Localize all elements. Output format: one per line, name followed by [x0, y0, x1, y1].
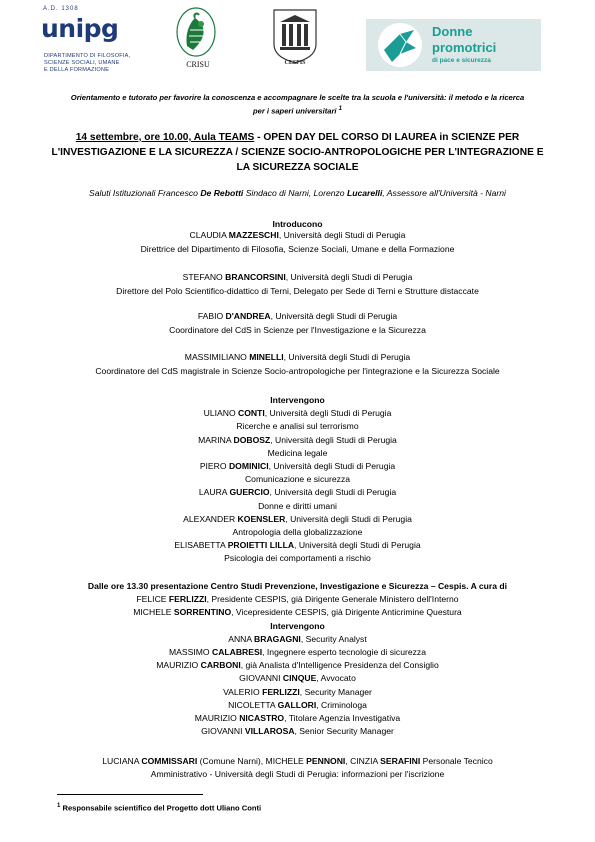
project-intro [0, 93, 595, 117]
speaker-first-name: PIERO [199, 461, 229, 472]
intro-line-text: per i saperi universitari [252, 106, 337, 116]
person-first-name: CLAUDIA [189, 230, 229, 240]
cespis-speaker [0, 712, 595, 725]
curator-affiliation: , Vicepresidente CESPIS, già Dirigente Anticrimine Questura [231, 607, 462, 618]
greeting-text: Sindaco di Narni, Lorenzo [243, 188, 347, 198]
greeting-text: , Assessore all'Università - Narni [382, 188, 506, 198]
speaker-affiliation: , Università degli Studi di Perugia [264, 408, 392, 419]
cespis-logo-text: CESPIS [284, 60, 306, 66]
curator-last-name: FERLIZZI [168, 594, 207, 605]
curator-last-name: SORRENTINO [173, 607, 232, 618]
person-affiliation: , Università degli Studi di Perugia [278, 230, 406, 240]
person-role: Direttrice del Dipartimento di Filosofia, Scienze Sociali, Umane e della Formazione [140, 243, 455, 254]
speaker-topic: Ricerche e analisi sul terrorismo [236, 421, 359, 432]
section-title-intervengono: Intervengono [270, 620, 325, 631]
contact-text: (Comune Narni), MICHELE [197, 756, 307, 766]
contact-text: , CINZIA [345, 756, 381, 766]
speaker-affiliation: , Criminologa [316, 699, 367, 710]
institutional-greeting [0, 188, 595, 198]
speaker-last-name: CONTI [238, 408, 265, 419]
footnote-text: Responsabile scientifico del Progetto dott Uliano Conti [60, 803, 262, 813]
intro-line: Orientamento e tutorato per favorire la conoscenza e accompagnare le scelte tra la scuola e l'università: il metodo e la ricerca [70, 93, 525, 102]
speaker-first-name: ALEXANDER [183, 513, 238, 524]
contact-last-name: PENNONI [306, 756, 346, 766]
speaker-topic: Psicologia dei comportamenti a rischio [224, 553, 371, 564]
greeting-name: Lucarelli [346, 188, 383, 198]
cespis-speaker [0, 699, 595, 712]
person-name-line [0, 272, 595, 283]
event-title: - OPEN DAY DEL CORSO DI LAUREA in SCIENZE PER [254, 132, 520, 143]
speaker-first-name: ANNA [228, 633, 255, 644]
speaker-first-name: ELISABETTA [174, 540, 228, 551]
speaker-last-name: NICASTRO [239, 713, 285, 724]
contact-last-name: SERAFINI [380, 756, 421, 766]
speaker-last-name: KOENSLER [237, 513, 286, 524]
speaker-affiliation: , Security Analyst [300, 633, 367, 644]
speaker-affiliation: , Università degli Studi di Perugia [270, 434, 397, 445]
event-date: 14 settembre, ore 10.00, Aula TEAMS [75, 132, 255, 143]
footnote-divider [57, 794, 203, 795]
person-entry [0, 230, 595, 254]
person-entry [0, 352, 595, 376]
speaker-name-line [0, 486, 595, 499]
person-role: Coordinatore del CdS in Scienze per l'Investigazione e la Sicurezza [169, 324, 426, 335]
cespis-speaker [0, 672, 595, 685]
cespis-section [0, 580, 595, 738]
cespis-speaker [0, 633, 595, 646]
person-entry [0, 272, 595, 296]
unipg-department [44, 53, 130, 74]
speaker-topic: Medicina legale [267, 447, 328, 458]
speaker-name-line [0, 460, 595, 473]
person-role: Coordinatore del CdS magistrale in Scienze Socio-antropologiche per l'integrazione e la Sicurezza Sociale [95, 365, 500, 376]
speaker-last-name: GALLORI [277, 699, 317, 710]
footnote-mark: 1 [57, 803, 61, 809]
cespis-speaker [0, 725, 595, 738]
person-first-name: STEFANO [182, 272, 226, 282]
cespis-speaker [0, 646, 595, 659]
intro-line [0, 104, 595, 117]
speaker-first-name: VALERIO [223, 686, 263, 697]
speaker-affiliation: , Security Manager [299, 686, 372, 697]
person-role: Direttore del Polo Scientifico-didattico di Terni, Delegato per Sede di Terni e Strutture distaccate [116, 285, 479, 296]
person-last-name: MINELLI [249, 352, 284, 362]
person-name-line [0, 311, 595, 322]
speaker-name-line [0, 513, 595, 526]
speaker-topic: Donne e diritti umani [258, 500, 337, 511]
contact-text: Personale Tecnico [420, 756, 493, 766]
curator-affiliation: , Presidente CESPIS, già Dirigente Generale Ministero dell'Interno [206, 594, 459, 605]
section-title-intervengono: Intervengono [270, 395, 325, 405]
person-last-name: BRANCORSINI [225, 272, 286, 282]
speaker-topic: Comunicazione e sicurezza [244, 474, 351, 485]
speaker-last-name: CINQUE [282, 673, 317, 684]
curator-line [0, 606, 595, 619]
speaker-affiliation: , Università degli Studi di Perugia [294, 540, 421, 551]
speaker-affiliation: , Ingegnere esperto tecnologie di sicurezza [262, 647, 426, 658]
speaker-first-name: MAURIZIO [156, 660, 201, 671]
person-name-line [0, 230, 595, 241]
curator-first-name: FELICE [136, 594, 169, 605]
person-entry [0, 311, 595, 335]
speaker-last-name: DOBOSZ [233, 434, 271, 445]
person-last-name: MAZZESCHI [228, 230, 279, 240]
speaker-first-name: GIOVANNI [239, 673, 283, 684]
speaker-affiliation: , Senior Security Manager [294, 726, 394, 737]
speaker-first-name: LAURA [198, 487, 230, 498]
cespis-emblem-icon [270, 6, 320, 66]
speaker-first-name: MARINA [198, 434, 234, 445]
section-title-introducono: Introducono [272, 219, 323, 229]
unipg-dept-line: E DELLA FORMAZIONE [44, 67, 110, 73]
speaker-affiliation: , Avvocato [316, 673, 356, 684]
crisu-emblem-icon [175, 6, 217, 58]
speaker-last-name: FERLIZZI [262, 686, 300, 697]
cespis-speaker [0, 659, 595, 672]
speaker-affiliation: , Università degli Studi di Perugia [268, 461, 396, 472]
cespis-section-title: Dalle ore 13.30 presentazione Centro Studi Prevenzione, Investigazione e Sicurezza – Cespis. A cura di [87, 581, 508, 591]
footnote-ref: 1 [338, 105, 343, 112]
dove-icon [374, 20, 426, 70]
curator-line [0, 593, 595, 606]
curator-first-name: MICHELE [133, 607, 174, 618]
speaker-first-name: MASSIMO [169, 647, 212, 658]
unipg-dept-line: DIPARTIMENTO DI FILOSOFIA, [44, 53, 131, 59]
speaker-affiliation: , già Analista d'Intelligence Presidenza del Consiglio [240, 660, 439, 671]
speaker-last-name: VILLAROSA [244, 726, 295, 737]
speaker-affiliation: , Università degli Studi di Perugia [269, 487, 397, 498]
speaker-name-line [0, 407, 595, 420]
person-name-line [0, 352, 595, 363]
person-affiliation: , Università degli Studi di Perugia [285, 272, 413, 282]
speaker-affiliation: , Università degli Studi di Perugia [285, 513, 412, 524]
speaker-last-name: DOMINICI [228, 461, 269, 472]
person-affiliation: , Università degli Studi di Perugia [283, 352, 411, 362]
speaker-first-name: ULIANO [203, 408, 239, 419]
unipg-dept-line: SCIENZE SOCIALI, UMANE [44, 60, 120, 66]
speaker-first-name: GIOVANNI [201, 726, 245, 737]
contact-last-name: COMMISSARI [141, 756, 198, 766]
person-last-name: D'ANDREA [225, 311, 271, 321]
greeting-name: De Rebotti [200, 188, 244, 198]
unipg-founding-year: A.D. 1308 [43, 6, 79, 12]
enrollment-line2: Amministrativo - Università degli Studi di Perugia: informazioni per l'iscrizione [150, 769, 445, 780]
contact-text: LUCIANA [102, 756, 142, 766]
person-affiliation: , Università degli Studi di Perugia [270, 311, 398, 321]
donne-logo-line2: promotrici [432, 40, 497, 55]
person-first-name: MASSIMILIANO [184, 352, 250, 362]
greeting-text: Saluti Istituzionali Francesco [89, 188, 201, 198]
speaker-topic: Antropologia della globalizzazione [232, 527, 363, 538]
speaker-last-name: CALABRESI [211, 647, 263, 658]
cespis-speaker [0, 686, 595, 699]
event-headline [0, 131, 595, 145]
speaker-last-name: BRAGAGNI [254, 633, 301, 644]
speaker-name-line [0, 539, 595, 552]
donne-logo-line3: di pace e sicurezza [432, 57, 491, 64]
crisu-logo-text: CRISU [186, 60, 210, 69]
speaker-last-name: PROIETTI LILLA [227, 540, 295, 551]
speaker-first-name: NICOLETTA [228, 699, 278, 710]
unipg-logo: unipg [41, 14, 119, 43]
enrollment-contacts [0, 755, 595, 768]
speakers-section [0, 394, 595, 566]
donne-logo-line1: Donne [432, 24, 473, 39]
person-first-name: FABIO [197, 311, 226, 321]
footnote [57, 803, 261, 813]
speaker-name-line [0, 434, 595, 447]
speaker-affiliation: , Titolare Agenzia Investigativa [284, 713, 401, 724]
speaker-last-name: GUERCIO [229, 487, 270, 498]
enrollment-info [0, 755, 595, 781]
speaker-last-name: CARBONI [200, 660, 241, 671]
event-headline-line2: L'INVESTIGAZIONE E LA SICUREZZA / SCIENZE SOCIO-ANTROPOLOGICHE PER L'INTEGRAZIONE E [51, 147, 544, 158]
event-headline-line3: LA SICUREZZA SOCIALE [236, 162, 359, 173]
speaker-first-name: MAURIZIO [194, 713, 240, 724]
